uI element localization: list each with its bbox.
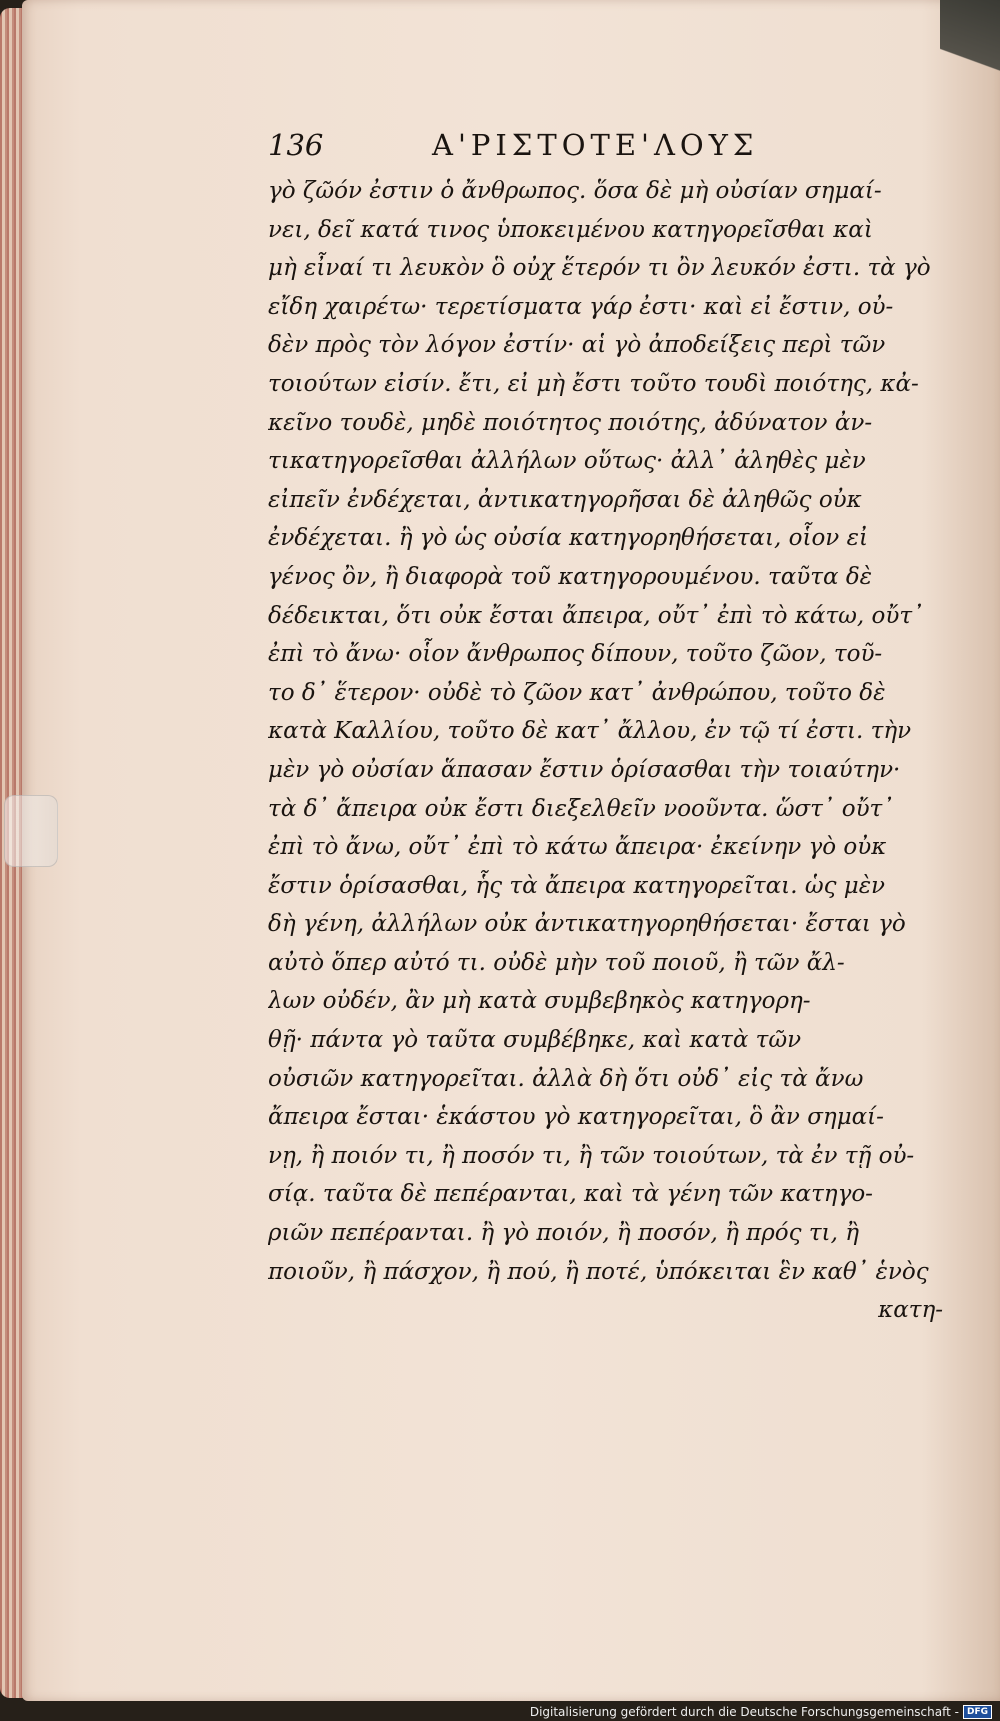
text-line: ἄπειρα ἔσται· ἑκάστου γὸ κατηγορεῖται, ὃ ἂν σημαί- xyxy=(268,1104,884,1131)
text-line: εἰπεῖν ἐνδέχεται, ἀντικατηγορῆσαι δὲ ἀληθῶς οὐκ xyxy=(268,486,862,513)
text-line: νει, δεῖ κατά τινος ὑποκειμένου κατηγορεῖσθαι καὶ xyxy=(268,216,873,243)
text-line: οὐσιῶν κατηγορεῖται. ἀλλὰ δὴ ὅτι οὐδ᾽ εἰς τὰ ἄνω xyxy=(268,1065,864,1092)
text-line: ἐνδέχεται. ἢ γὸ ὡς οὐσία κατηγορηθήσεται, οἷον εἰ xyxy=(268,525,868,552)
text-line: δὲν πρὸς τὸν λόγον ἐστίν· αἱ γὸ ἀποδείξεις περὶ τῶν xyxy=(268,332,886,359)
running-title: Α'ΡΙΣΤΟΤΕ'ΛΟΥΣ xyxy=(432,128,759,162)
text-line: λων οὐδέν, ἂν μὴ κατὰ συμβεβηκὸς κατηγορη- xyxy=(268,988,811,1015)
text-line: τικατηγορεῖσθαι ἀλλήλων οὕτως· ἀλλ᾽ ἀληθὲς μὲν xyxy=(268,448,866,475)
text-line: δέδεικται, ὅτι οὐκ ἔσται ἄπειρα, οὔτ᾽ ἐπὶ τὸ κάτω, οὔτ᾽ xyxy=(268,602,924,629)
text-line: ἐπὶ τὸ ἄνω· οἷον ἄνθρωπος δίπουν, τοῦτο ζῶον, τοῦ- xyxy=(268,641,883,668)
text-line: γένος ὂν, ἢ διαφορὰ τοῦ κατηγορουμένου. ταῦτα δὲ xyxy=(268,563,873,590)
text-line: δὴ γένη, ἀλλήλων οὐκ ἀντικατηγορηθήσεται· ἔσται γὸ xyxy=(268,911,906,938)
text-line: κεῖνο τουδὲ, μηδὲ ποιότητος ποιότης, ἀδύνατον ἀν- xyxy=(268,409,873,436)
text-line: ἐπὶ τὸ ἄνω, οὔτ᾽ ἐπὶ τὸ κάτω ἄπειρα· ἐκείνην γὸ οὐκ xyxy=(268,834,887,861)
running-head xyxy=(268,128,943,172)
page-clip xyxy=(4,795,58,867)
catchword: κατη- xyxy=(878,1297,943,1324)
text-line: σίᾳ. ταῦτα δὲ πεπέρανται, καὶ τὰ γένη τῶν κατηγο- xyxy=(268,1181,873,1208)
text-line: ριῶν πεπέρανται. ἢ γὸ ποιόν, ἢ ποσόν, ἢ πρός τι, ἢ xyxy=(268,1220,859,1247)
text-line: νῃ, ἢ ποιόν τι, ἢ ποσόν τι, ἢ τῶν τοιούτων, τὰ ἐν τῇ οὐ- xyxy=(268,1142,915,1169)
text-line: μὲν γὸ οὐσίαν ἅπασαν ἔστιν ὁρίσασθαι τὴν τοιαύτην· xyxy=(268,756,901,783)
footer-credit: Digitalisierung gefördert durch die Deutsche Forschungsgemeinschaft - xyxy=(529,1705,959,1719)
text-line: γὸ ζῶόν ἐστιν ὁ ἄνθρωπος. ὅσα δὲ μὴ οὐσίαν σημαί- xyxy=(268,178,882,204)
text-line: αὐτὸ ὅπερ αὐτό τι. οὐδὲ μὴν τοῦ ποιοῦ, ἢ τῶν ἄλ- xyxy=(268,949,845,976)
text-line: εἴδη χαιρέτω· τερετίσματα γάρ ἐστι· καὶ εἰ ἔστιν, οὐ- xyxy=(268,293,894,320)
text-line: τοιούτων εἰσίν. ἔτι, εἰ μὴ ἔστι τοῦτο τουδὶ ποιότης, κἀ- xyxy=(268,370,919,397)
dfg-logo: DFG xyxy=(963,1705,992,1719)
binding-corner xyxy=(940,0,1000,95)
text-block xyxy=(268,128,943,1329)
page-number: 136 xyxy=(268,128,324,162)
text-lines xyxy=(268,172,943,1291)
text-line: θῇ· πάντα γὸ ταῦτα συμβέβηκε, καὶ κατὰ τῶν xyxy=(268,1027,802,1054)
footer xyxy=(530,1705,992,1719)
text-line: το δ᾽ ἕτερον· οὐδὲ τὸ ζῶον κατ᾽ ἀνθρώπου, τοῦτο δὲ xyxy=(268,679,886,706)
text-line: τὰ δ᾽ ἄπειρα οὐκ ἔστι διεξελθεῖν νοοῦντα. ὥστ᾽ οὔτ᾽ xyxy=(268,795,894,822)
text-line: μὴ εἶναί τι λευκὸν ὃ οὐχ ἕτερόν τι ὂν λευκόν ἐστι. τὰ γὸ xyxy=(268,255,931,282)
text-line: ἔστιν ὁρίσασθαι, ἧς τὰ ἄπειρα κατηγορεῖται. ὡς μὲν xyxy=(268,872,886,899)
text-line: κατὰ Καλλίου, τοῦτο δὲ κατ᾽ ἄλλου, ἐν τῷ τί ἐστι. τὴν xyxy=(268,718,912,745)
text-line: ποιοῦν, ἢ πάσχον, ἢ πού, ἢ ποτέ, ὑπόκειται ἓν καθ᾽ ἑνὸς xyxy=(268,1258,929,1285)
